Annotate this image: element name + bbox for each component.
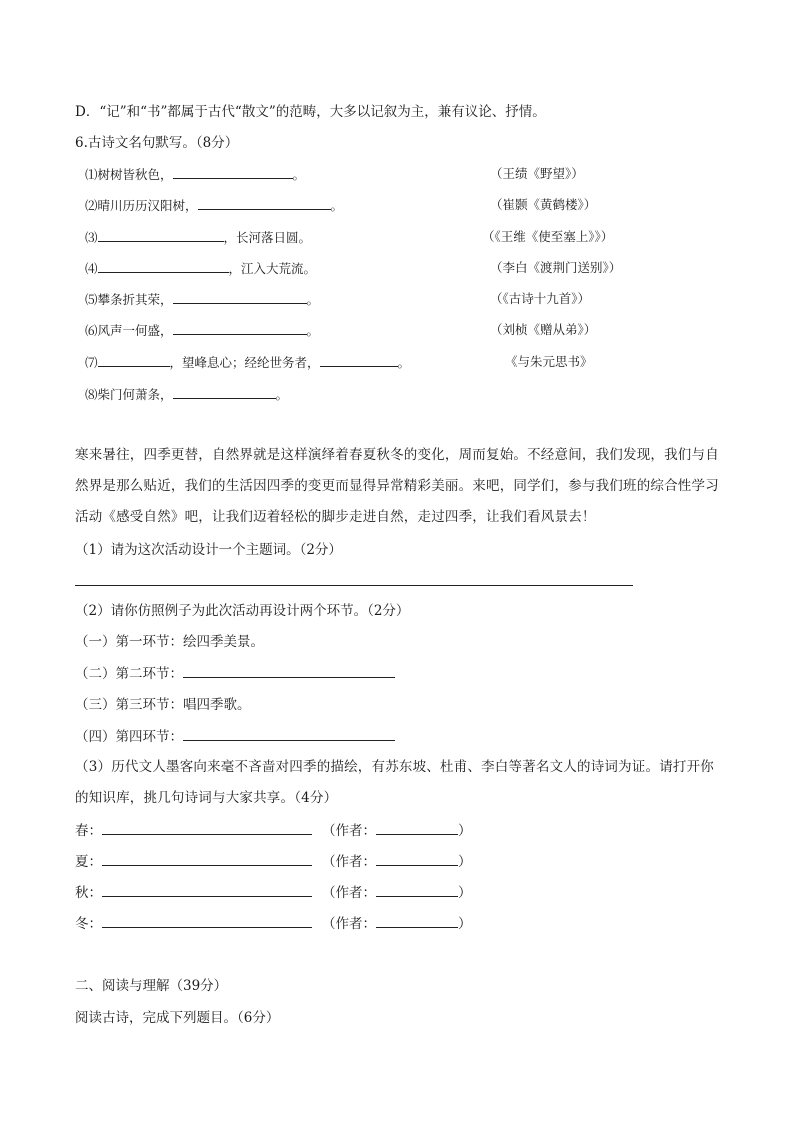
season-row-autumn: 秋： （作者： ） — [75, 885, 472, 901]
step-2: （二）第二环节： — [75, 664, 395, 683]
answer-blank[interactable] — [173, 321, 307, 335]
answer-blank[interactable] — [98, 259, 229, 273]
answer-line-q1[interactable] — [75, 585, 633, 586]
step-1: （一）第一环节：绘四季美景。 — [75, 634, 264, 650]
question-2-prompt: （2）请你仿照例子为此次活动再设计两个环节。（2分） — [75, 603, 410, 619]
answer-blank[interactable] — [173, 385, 276, 399]
poem-source-2: （崔颢《黄鹤楼》） — [490, 197, 597, 212]
section-2-heading: 二、阅读与理解（39分） — [75, 978, 228, 994]
poem-source-6: （刘桢《赠从弟》） — [490, 322, 597, 337]
poem-line-2: ⑵晴川历历汉阳树， 。 — [85, 198, 344, 213]
section-2-intro: 阅读古诗，完成下列题目。（6分） — [75, 1010, 280, 1026]
answer-blank[interactable] — [198, 196, 331, 210]
answer-blank[interactable] — [98, 353, 170, 367]
poem-line-5: ⑸攀条折其荣， 。 — [85, 292, 320, 307]
season-row-spring: 春： （作者： ） — [75, 823, 472, 839]
answer-blank[interactable] — [102, 821, 312, 835]
question-3-prompt: （3）历代文人墨客向来毫不吝啬对四季的描绘，有苏东坡、杜甫、李白等著名文人的诗词为证。请打开你的知识库，挑几句诗词与大家共享。（4分） — [75, 759, 714, 806]
activity-passage: 寒来暑往，四季更替，自然界就是这样演绎着春夏秋冬的变化，周而复始。不经意间，我们发现，我们与自然界是那么贴近，我们的生活因四季的变更而显得异常精彩美丽。来吧，同学们，参与我们班的综合性学习活动《感受自然》吧，让我们迈着轻松的脚步走进自然，走过四季，让我们看风景去！ — [75, 447, 719, 525]
step-3: （三）第三环节：唱四季歌。 — [75, 697, 251, 713]
poem-line-8: ⑻柴门何萧条， 。 — [85, 387, 289, 402]
question-1-prompt: （1）请为这次活动设计一个主题词。（2分） — [75, 542, 342, 558]
poem-source-1: （王绩《野望》） — [490, 166, 584, 181]
poem-line-3: ⑶ ，长河落日圆。 — [85, 230, 312, 245]
answer-blank[interactable] — [320, 353, 398, 367]
author-blank[interactable] — [376, 821, 458, 835]
poem-source-4: （李白《渡荆门送别》） — [490, 260, 622, 275]
poem-line-7: ⑺ ，望峰息心；经纶世务者， 。 — [85, 355, 411, 370]
answer-blank[interactable] — [102, 883, 312, 897]
author-blank[interactable] — [376, 883, 458, 897]
poem-line-1: ⑴树树皆秋色， 。 — [85, 167, 306, 182]
step-4: （四）第四环节： — [75, 727, 395, 746]
season-row-summer: 夏： （作者： ） — [75, 854, 472, 870]
option-d-text: D．“记”和“书”都属于古代“散文”的范畴，大多以记叙为主，兼有议论、抒情。 — [75, 104, 546, 120]
answer-blank[interactable] — [173, 290, 307, 304]
season-row-winter: 冬： （作者： ） — [75, 916, 472, 932]
poem-source-3: （《王维《使至塞上》》） — [482, 229, 614, 244]
answer-blank[interactable] — [173, 165, 293, 179]
answer-blank[interactable] — [102, 914, 312, 928]
poem-line-4: ⑷ ，江入大荒流。 — [85, 261, 317, 276]
question-6-title: 6.古诗文名句默写。（8分） — [75, 135, 239, 151]
author-blank[interactable] — [376, 914, 458, 928]
poem-line-6: ⑹风声一何盛， 。 — [85, 323, 320, 338]
answer-blank[interactable] — [183, 664, 395, 678]
poem-source-5: （《古诗十九首》） — [490, 291, 591, 306]
answer-blank[interactable] — [102, 852, 312, 866]
answer-blank[interactable] — [183, 727, 395, 741]
answer-blank[interactable] — [98, 228, 224, 242]
author-blank[interactable] — [376, 852, 458, 866]
poem-source-7: 《与朱元思书》 — [505, 354, 593, 369]
